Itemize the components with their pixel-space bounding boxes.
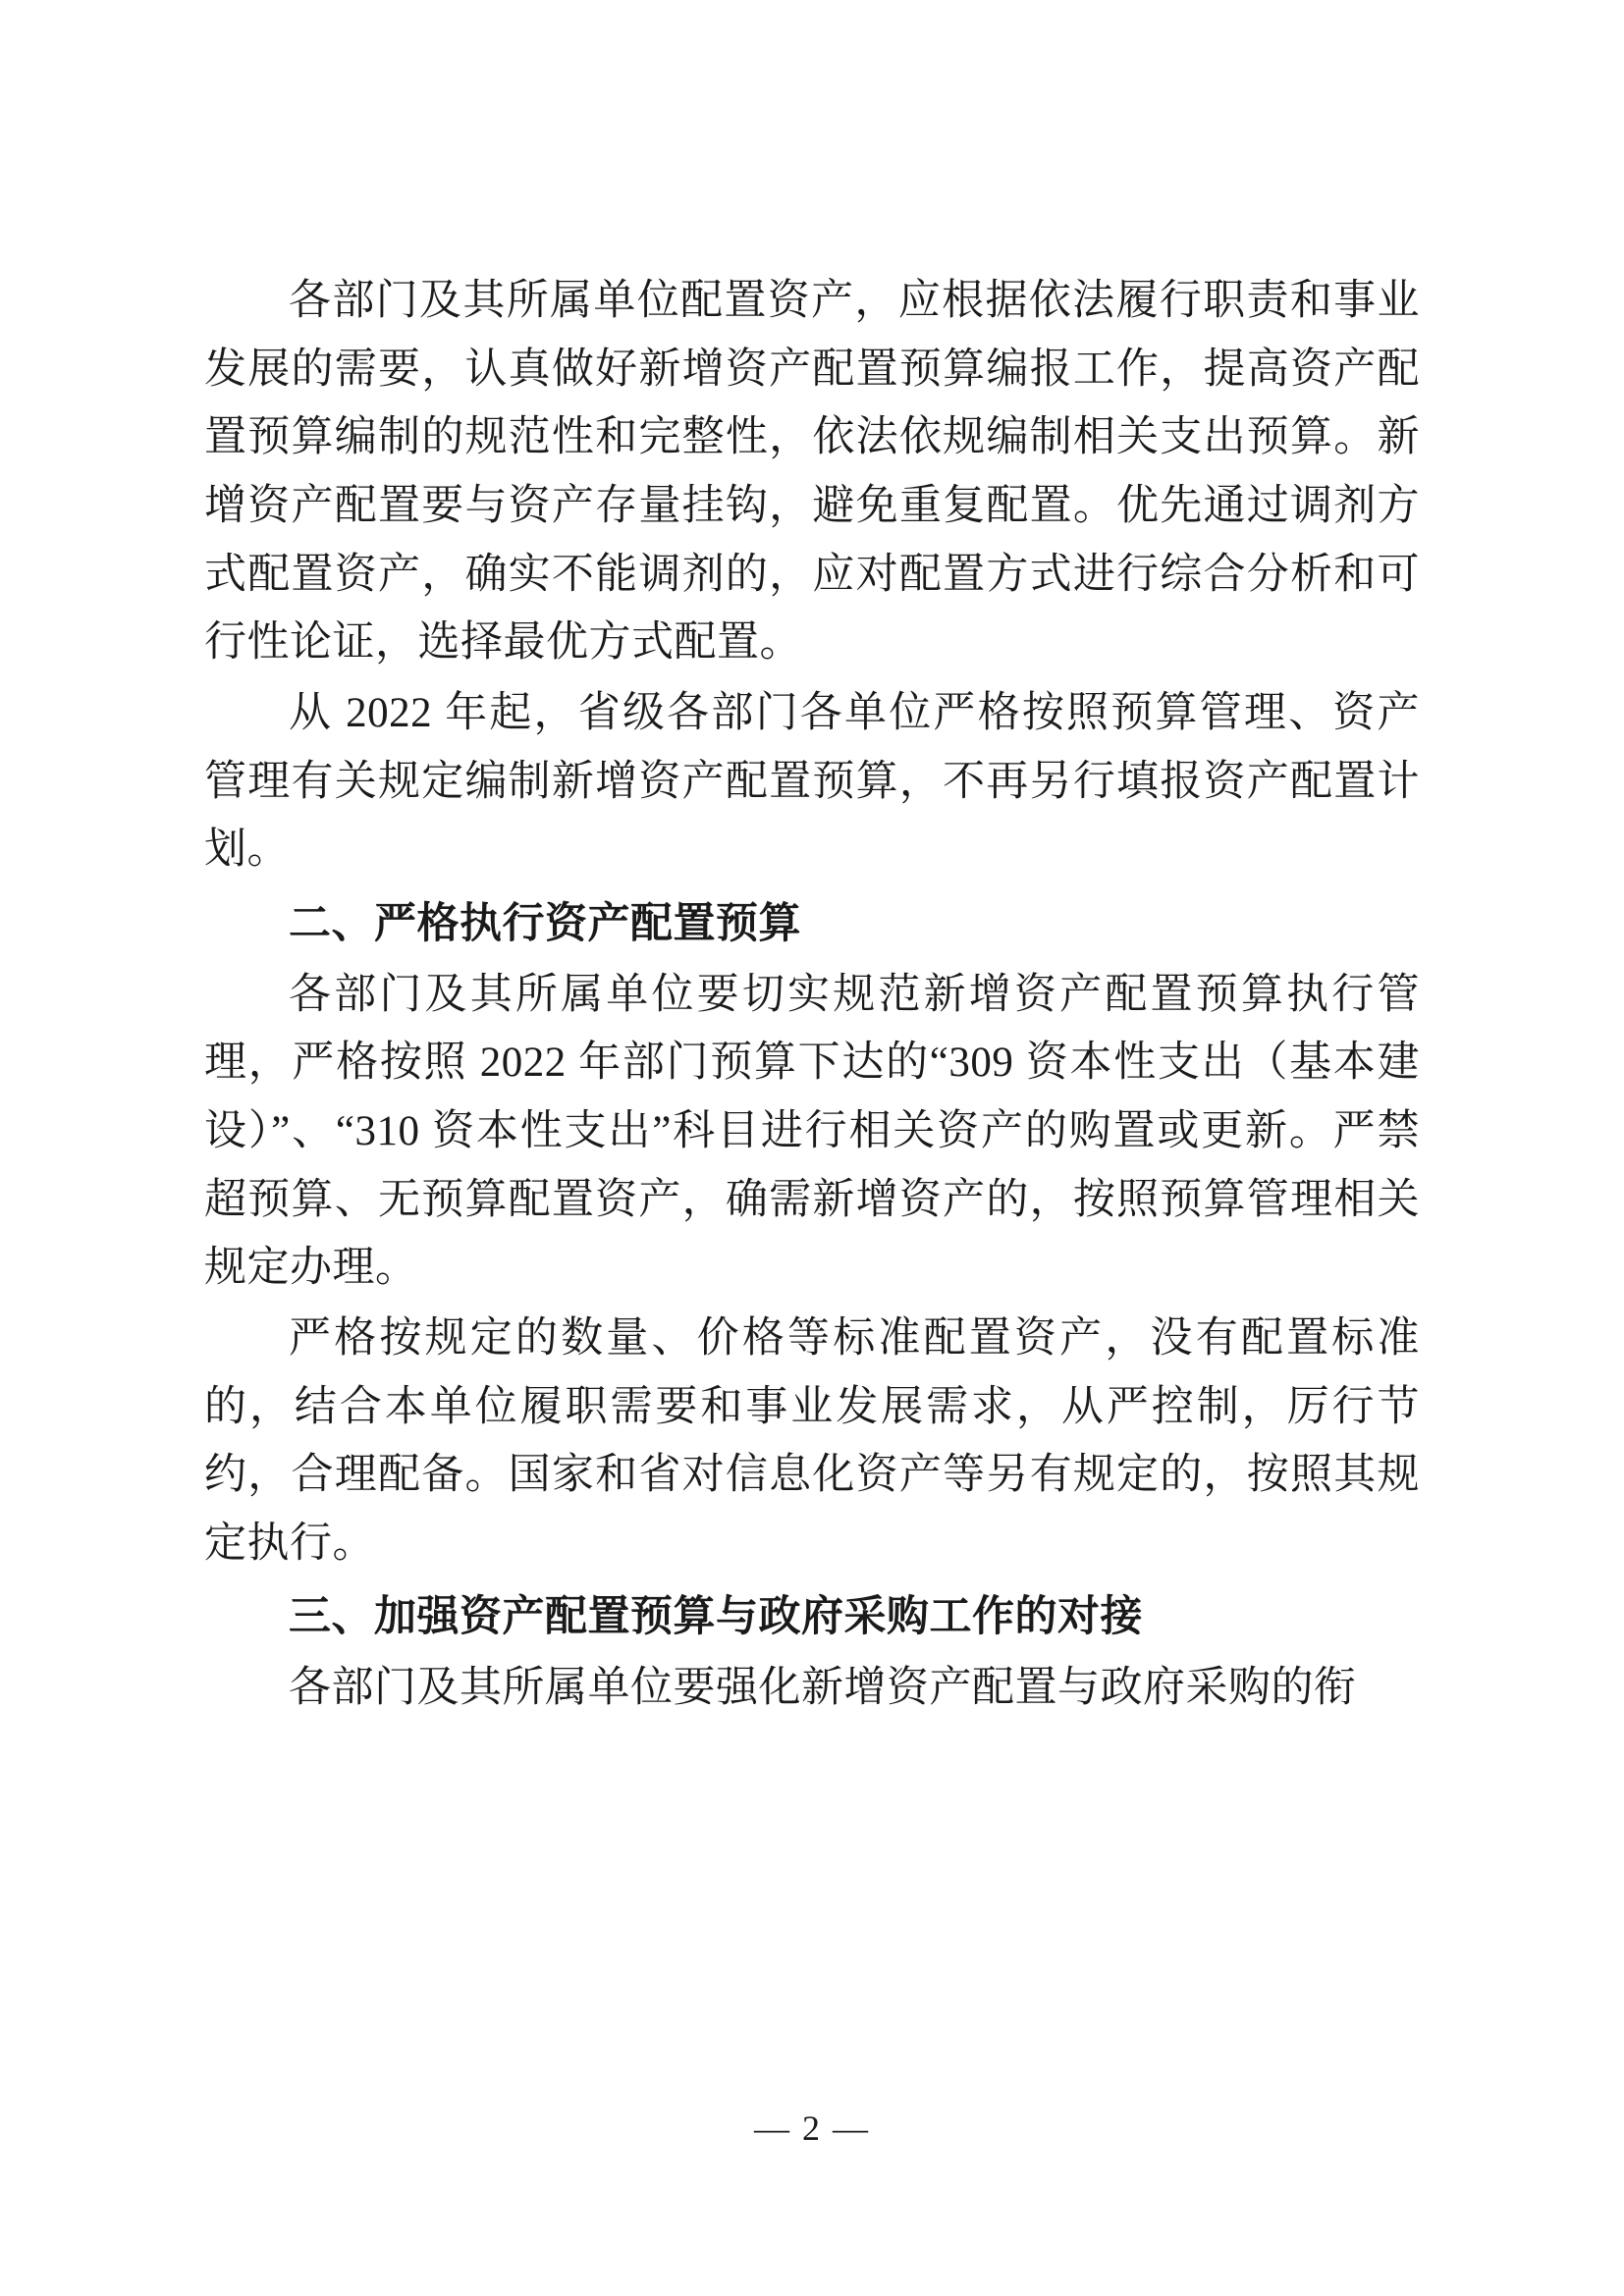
paragraph-4: 严格按规定的数量、价格等标准配置资产，没有配置标准的，结合本单位履职需要和事业发展需求，从严控制，厉行节约，合理配备。国家和省对信息化资产等另有规定的，按照其规定执行。 — [204, 1314, 1420, 1567]
section-heading-three: 三、加强资产配置预算与政府采购工作的对接 — [289, 1593, 1143, 1641]
paragraph-1: 各部门及其所属单位配置资产，应根据依法履行职责和事业发展的需要，认真做好新增资产配置预算编报工作，提高资产配置预算编制的规范性和完整性，依法依规编制相关支出预算。新增资产配置要与资产存量挂钩，避免重复配置。优先通过调剂方式配置资产，确实不能调剂的，应对配置方式进行综合分析和可行性论证，选择最优方式配置。 — [204, 278, 1420, 667]
document-body — [204, 267, 1420, 1725]
page-number: — 2 — — [754, 2109, 870, 2148]
paragraph-5: 各部门及其所属单位要强化新增资产配置与政府采购的衔 — [289, 1665, 1357, 1712]
section-heading-two: 二、严格执行资产配置预算 — [289, 899, 801, 947]
page-footer — [0, 2108, 1624, 2149]
paragraph-3: 各部门及其所属单位要切实规范新增资产配置预算执行管理，严格按照 2022 年部门预算下达的“309 资本性支出（基本建设）”、“310 资本性支出”科目进行相关资产的购置或更新。严禁超预算、无预算配置资产，确需新增资产的，按照预算管理相关规定办理。 — [204, 971, 1420, 1292]
paragraph-2: 从 2022 年起，省级各部门各单位严格按照预算管理、资产管理有关规定编制新增资产配置预算，不再另行填报资产配置计划。 — [204, 689, 1420, 874]
